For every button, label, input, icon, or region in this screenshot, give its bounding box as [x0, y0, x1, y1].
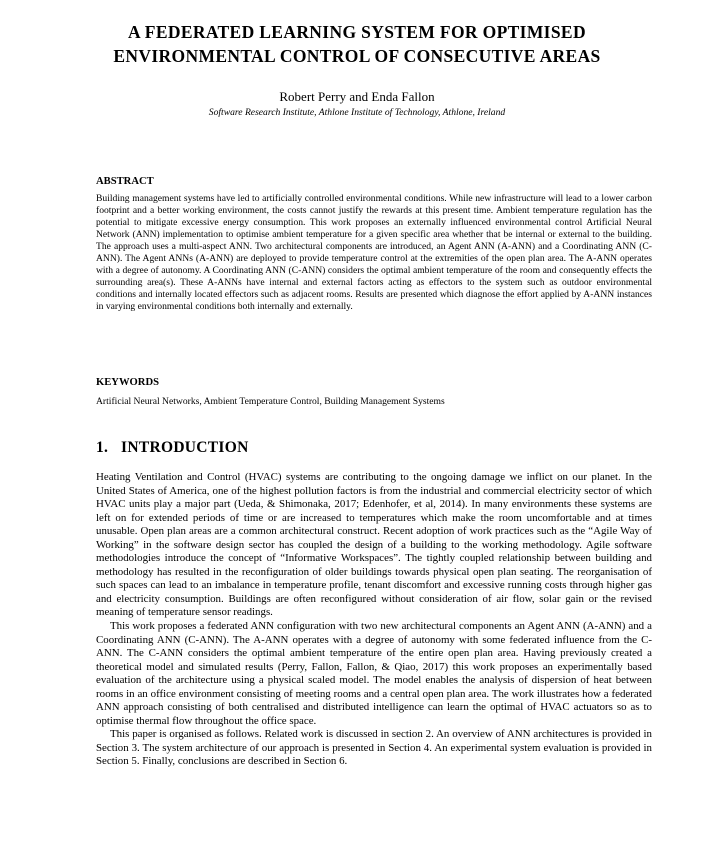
author-affiliation: Software Research Institute, Athlone Institute of Technology, Athlone, Ireland: [208, 107, 506, 118]
introduction-heading: [96, 439, 249, 457]
keywords-text: Artificial Neural Networks, Ambient Temperature Control, Building Management Systems: [96, 396, 445, 407]
title-line-1: A FEDERATED LEARNING SYSTEM FOR OPTIMISED: [128, 22, 586, 42]
intro-paragraph-3: This paper is organised as follows. Related work is discussed in section 2. An overview of ANN architectures is provided in Section 3. The system architecture of our approach is presented in Section 4. An experimental system evaluation is provided in Section 5. Finally, conclusions are described in Section 6.: [96, 728, 652, 768]
section-number: 1.: [96, 439, 109, 456]
abstract-heading: ABSTRACT: [96, 176, 154, 187]
keywords-heading: KEYWORDS: [96, 377, 159, 388]
abstract-text: Building management systems have led to artificially controlled environmental conditions. While new infrastructure will lead to a lower carbon footprint and a better working environment, the costs cannot justify the rewards at this present time. Ambient temperature regulation has the potential to mitigate excessive energy consumption. This work proposes an externally influenced environmental control Artificial Neural Network (ANN) implementation to optimise ambient temperature for a given specific area whether that be internal or external to the building. The approach uses a multi-aspect ANN. Two architectural components are introduced, an Agent ANN (A-ANN) and a Coordinating ANN (C-ANN). The Agent ANNs (A-ANN) are deployed to provide temperature control at the extremities of the open plan area. The A-ANN operates with a degree of autonomy. A Coordinating ANN (C-ANN) considers the optimal ambient temperature of the room and consequently effects the surrounding area(s). These A-ANNs have internal and external factors acting as effectors to the system such as outdoor environmental conditions and internally located effectors such as adjacent rooms. Results are presented which diagnose the effort applied by A-ANN instances in varying environmental conditions both internally and externally.: [96, 193, 652, 313]
intro-paragraph-2: This work proposes a federated ANN configuration with two new architectural components an Agent ANN (A-ANN) and a Coordinating ANN (C-ANN). The A-ANN operates with a degree of autonomy with some federated influence from the C-ANN. The C-ANN considers the optimal ambient temperature of the entire open plan area. Having previously created a theoretical model and simulated results (Perry, Fallon, Fallon, & Qiao, 2017) this work proposes an experimentally based evaluation of the architecture using a physical scaled model. The model enables the analysis of dispersion of heat between rooms in an office environment consisting of meeting rooms and a central open plan area. The work illustrates how a federated ANN approach consisting of both centralised and distributed intelligence can learn the optimal of HVAC actuators so as to optimise thermal flow throughout the office space.: [96, 620, 652, 727]
introduction-body: [96, 471, 652, 769]
author-list: Robert Perry and Enda Fallon: [279, 89, 435, 104]
intro-paragraph-1: Heating Ventilation and Control (HVAC) systems are contributing to the ongoing damage we inflict on our planet. In the United States of America, one of the highest pollution factors is from the industrial and commercial electricity sector of which HVAC units play a major part (Ueda, & Shimonaka, 2017; Edenhofer, et al, 2014). In many environments these systems are left on for extended periods of time or are increased to temperatures which make the room uncomfortable and at times unusable. Open plan areas are a common architectural construct. Recent adoption of work practices such as the “Agile Way of Working” in the software design sector has coupled the design of a building to the working methodology. Agile software methodologies introduce the concept of “Informative Workspaces”. The tightly coupled relationship between building and methodology has resulted in the reconfiguration of older buildings towards physical open plan seating. The reorganisation of such spaces can lead to an imbalance in temperature profile, tenant discomfort and excessive running costs through higher gas and electricity consumption. Buildings are often reconfigured without consideration of air flow, solar gain or the revised meaning of temperature sensor readings.: [96, 471, 652, 619]
title-line-2: ENVIRONMENTAL CONTROL OF CONSECUTIVE AREAS: [113, 46, 601, 66]
paper-title: [40, 20, 674, 68]
section-title: INTRODUCTION: [121, 439, 249, 456]
